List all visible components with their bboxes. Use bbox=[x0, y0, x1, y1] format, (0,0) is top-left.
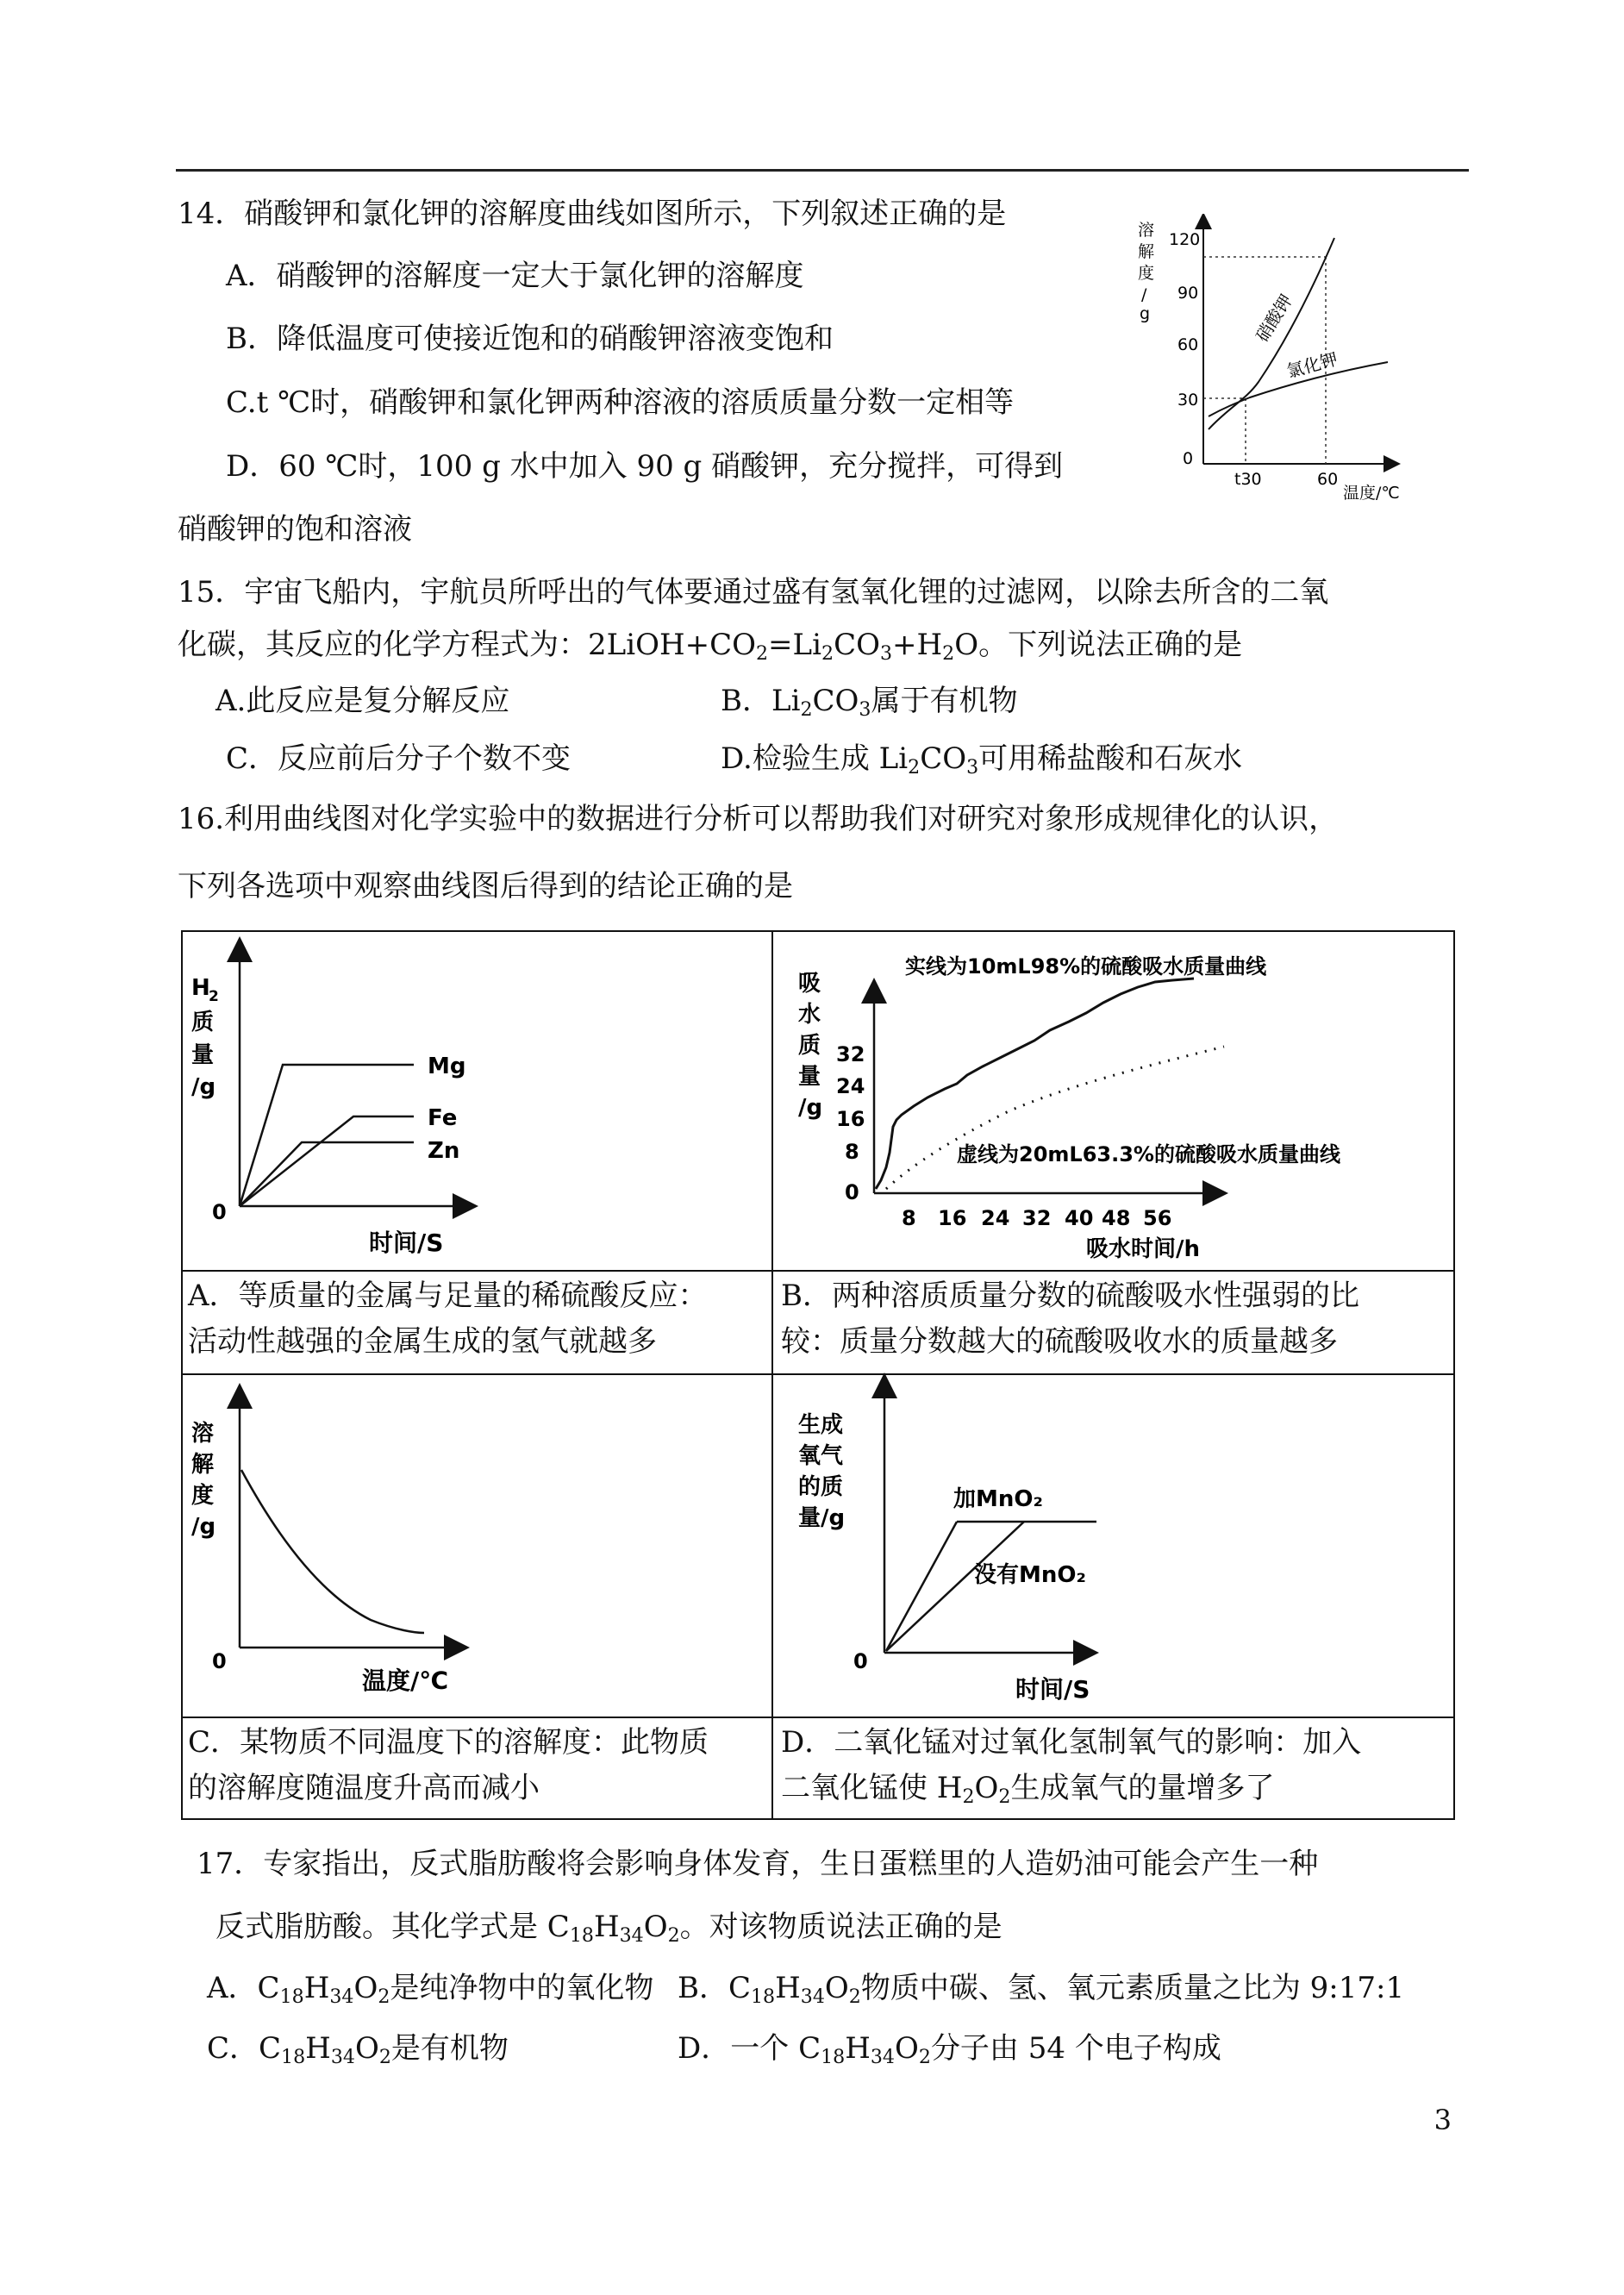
graph-a-line-zn bbox=[240, 1142, 414, 1206]
q14-ytick-0: 0 bbox=[1183, 449, 1194, 468]
q14-stem: 14．硝酸钾和氯化钾的溶解度曲线如图所示，下列叙述正确的是 bbox=[178, 197, 1007, 231]
graph-b-ytick-8: 8 bbox=[845, 1140, 859, 1164]
graph-a-label-mg: Mg bbox=[428, 1054, 466, 1079]
graph-c-ylabel-1: 解 bbox=[191, 1452, 215, 1478]
graph-b-xtick-32: 32 bbox=[1022, 1206, 1052, 1230]
graph-d-ylabel-2: 的质 bbox=[798, 1474, 844, 1500]
q14-xlabel: 温度/℃ bbox=[1343, 484, 1400, 503]
graph-a-ylabel-unit: /g bbox=[191, 1074, 216, 1100]
graph-d-line-with bbox=[886, 1522, 957, 1651]
q14-ylabel-2: 解 bbox=[1138, 242, 1155, 261]
graph-c-curve bbox=[241, 1470, 424, 1633]
graph-b-ylabel-2: 质 bbox=[798, 1033, 821, 1059]
graph-a-xlabel: 时间/S bbox=[369, 1229, 444, 1257]
q14-xtick-60: 60 bbox=[1317, 470, 1339, 489]
graph-d-ylabel-0: 生成 bbox=[798, 1412, 844, 1438]
q14-ytick-120: 120 bbox=[1169, 230, 1201, 249]
graph-c-ylabel-0: 溶 bbox=[191, 1421, 215, 1447]
graph-b-xtick-24: 24 bbox=[981, 1206, 1010, 1230]
page-number: 3 bbox=[1433, 2104, 1452, 2136]
graph-a-ylabel-zhi: 质 bbox=[191, 1010, 215, 1035]
graph-b-ytick-16: 16 bbox=[836, 1107, 865, 1131]
q16-line1: 16.利用曲线图对化学实验中的数据进行分析可以帮助我们对研究对象形成规律化的认识， bbox=[178, 802, 1339, 836]
graph-b bbox=[798, 954, 1341, 1262]
q14-ylabel-5: g bbox=[1140, 304, 1151, 323]
graph-a-ylabel-liang: 量 bbox=[191, 1042, 215, 1068]
graph-a bbox=[191, 949, 465, 1257]
q14-solubility-graph bbox=[1129, 214, 1414, 507]
graph-b-title: 实线为10mL98%的硫酸吸水质量曲线 bbox=[905, 954, 1267, 979]
q16-caption-c: C．某物质不同温度下的溶解度：此物质 的溶解度随温度升高而减小 bbox=[188, 1725, 709, 1805]
graph-a-ylabel-h: H bbox=[191, 975, 210, 1001]
q14-option-d-cont: 硝酸钾的饱和溶液 bbox=[178, 512, 412, 547]
graph-b-xtick-8: 8 bbox=[902, 1206, 916, 1230]
q15-option-a: A.此反应是复分解反应 bbox=[215, 684, 510, 718]
graph-d-xlabel: 时间/S bbox=[1015, 1675, 1090, 1704]
graph-b-ylabel-4: /g bbox=[798, 1095, 823, 1121]
q17-option-b: B．$C_{18}H_{34}O_2$物质中碳、氢、氧元素质量之比为 9:17:1 bbox=[678, 1971, 1405, 2009]
graph-d-label-with: 加MnO₂ bbox=[953, 1486, 1043, 1512]
graph-b-xtick-40: 40 bbox=[1065, 1206, 1094, 1230]
graph-b-ylabel-0: 吸 bbox=[798, 971, 821, 997]
q16-table-grid bbox=[181, 930, 1455, 1820]
graph-d bbox=[798, 1385, 1096, 1704]
q17-option-a: A．$C_{18}H_{34}O_2$是纯净物中的氧化物 bbox=[207, 1971, 654, 2009]
q15-line1: 15．宇宙飞船内，宇航员所呼出的气体要通过盛有氢氧化锂的过滤网，以除去所含的二氧 bbox=[178, 575, 1329, 610]
q14-option-c: C.t ℃时，硝酸钾和氯化钾两种溶液的溶质质量分数一定相等 bbox=[226, 385, 1015, 420]
graph-a-ylabel-sub: 2 bbox=[209, 988, 219, 1005]
graph-c-ylabel-2: 度 bbox=[191, 1483, 215, 1509]
graph-b-xtick-56: 56 bbox=[1143, 1206, 1172, 1230]
q14-option-d: D．60 ℃时，100 g 水中加入 90 g 硝酸钾，充分搅拌，可得到 bbox=[226, 449, 1064, 484]
graph-d-origin: 0 bbox=[853, 1649, 868, 1673]
graph-a-label-fe: Fe bbox=[428, 1105, 458, 1131]
header-rule bbox=[176, 169, 1469, 172]
q17-line1: 17．专家指出，反式脂肪酸将会影响身体发育，生日蛋糕里的人造奶油可能会产生一种 bbox=[197, 1847, 1319, 1881]
q14-label-kcl: 氯化钾 bbox=[1284, 348, 1340, 382]
graph-c bbox=[191, 1396, 457, 1695]
q17-line2: 反式脂肪酸。其化学式是 $C_{18}H_{34}O_2$。对该物质说法正确的是 bbox=[215, 1910, 1003, 1948]
q14-ytick-90: 90 bbox=[1177, 284, 1199, 303]
graph-b-ylabel-3: 量 bbox=[798, 1064, 821, 1090]
graph-d-ylabel-1: 氧气 bbox=[798, 1443, 844, 1469]
q14-ylabel-1: 溶 bbox=[1138, 221, 1155, 240]
graph-a-origin: 0 bbox=[212, 1200, 227, 1224]
q16-caption-b: B．两种溶质质量分数的硫酸吸水性强弱的比 较：质量分数越大的硫酸吸收水的质量越多 bbox=[781, 1279, 1359, 1359]
q14-ylabel-3: 度 bbox=[1138, 264, 1155, 283]
graph-b-xtick-16: 16 bbox=[938, 1206, 967, 1230]
graph-b-xtick-48: 48 bbox=[1102, 1206, 1131, 1230]
graph-b-ylabel-1: 水 bbox=[798, 1002, 821, 1028]
q16-caption-a: A．等质量的金属与足量的稀硫酸反应： 活动性越强的金属生成的氢气就越多 bbox=[188, 1279, 708, 1359]
graph-a-label-zn: Zn bbox=[428, 1138, 460, 1164]
graph-b-ytick-24: 24 bbox=[836, 1074, 865, 1098]
q14-ylabel-4: / bbox=[1141, 285, 1147, 304]
q14-ytick-60: 60 bbox=[1177, 335, 1199, 354]
q15-line2: 化碳，其反应的化学方程式为：$2LiOH+CO_2=Li_2CO_3+H_2O$。下列说法正确的是 bbox=[178, 628, 1243, 666]
q14-label-kno3: 硝酸钾 bbox=[1251, 291, 1297, 346]
q16-caption-d: D．二氧化锰对过氧化氢制氧气的影响：加入 二氧化锰使 $H_2O_2$生成氧气的量增多了 bbox=[781, 1725, 1362, 1808]
graph-c-ylabel-3: /g bbox=[191, 1514, 216, 1540]
q15-option-b: B．$Li_2CO_3$属于有机物 bbox=[721, 684, 1018, 722]
graph-c-xlabel: 温度/℃ bbox=[362, 1667, 449, 1695]
graph-a-line-fe bbox=[240, 1116, 414, 1206]
graph-d-label-without: 没有MnO₂ bbox=[974, 1562, 1086, 1588]
graph-d-ylabel-3: 量/g bbox=[798, 1505, 846, 1531]
q16-line2: 下列各选项中观察曲线图后得到的结论正确的是 bbox=[178, 869, 793, 904]
q15-option-d: D.检验生成 $Li_2CO_3$可用稀盐酸和石灰水 bbox=[721, 741, 1243, 779]
q17-option-c: C．$C_{18}H_{34}O_2$是有机物 bbox=[207, 2031, 509, 2069]
q14-xtick-t30: t30 bbox=[1234, 470, 1262, 489]
graph-b-xlabel: 吸水时间/h bbox=[1086, 1236, 1201, 1262]
graph-b-ytick-32: 32 bbox=[836, 1042, 865, 1066]
graph-b-dashed-label: 虚线为20mL63.3%的硫酸吸水质量曲线 bbox=[957, 1142, 1340, 1166]
q14-ytick-30: 30 bbox=[1177, 391, 1199, 410]
graph-b-origin: 0 bbox=[845, 1180, 859, 1204]
graph-c-origin: 0 bbox=[212, 1649, 227, 1673]
q14-option-b: B．降低温度可使接近饱和的硝酸钾溶液变饱和 bbox=[226, 322, 834, 356]
q17-option-d: D．一个 $C_{18}H_{34}O_2$分子由 54 个电子构成 bbox=[678, 2031, 1221, 2069]
q15-option-c: C．反应前后分子个数不变 bbox=[226, 741, 572, 776]
q14-option-a: A．硝酸钾的溶解度一定大于氯化钾的溶解度 bbox=[226, 259, 804, 293]
graph-b-dashed-curve bbox=[886, 1047, 1224, 1189]
q16-graph-table bbox=[181, 930, 1455, 1820]
